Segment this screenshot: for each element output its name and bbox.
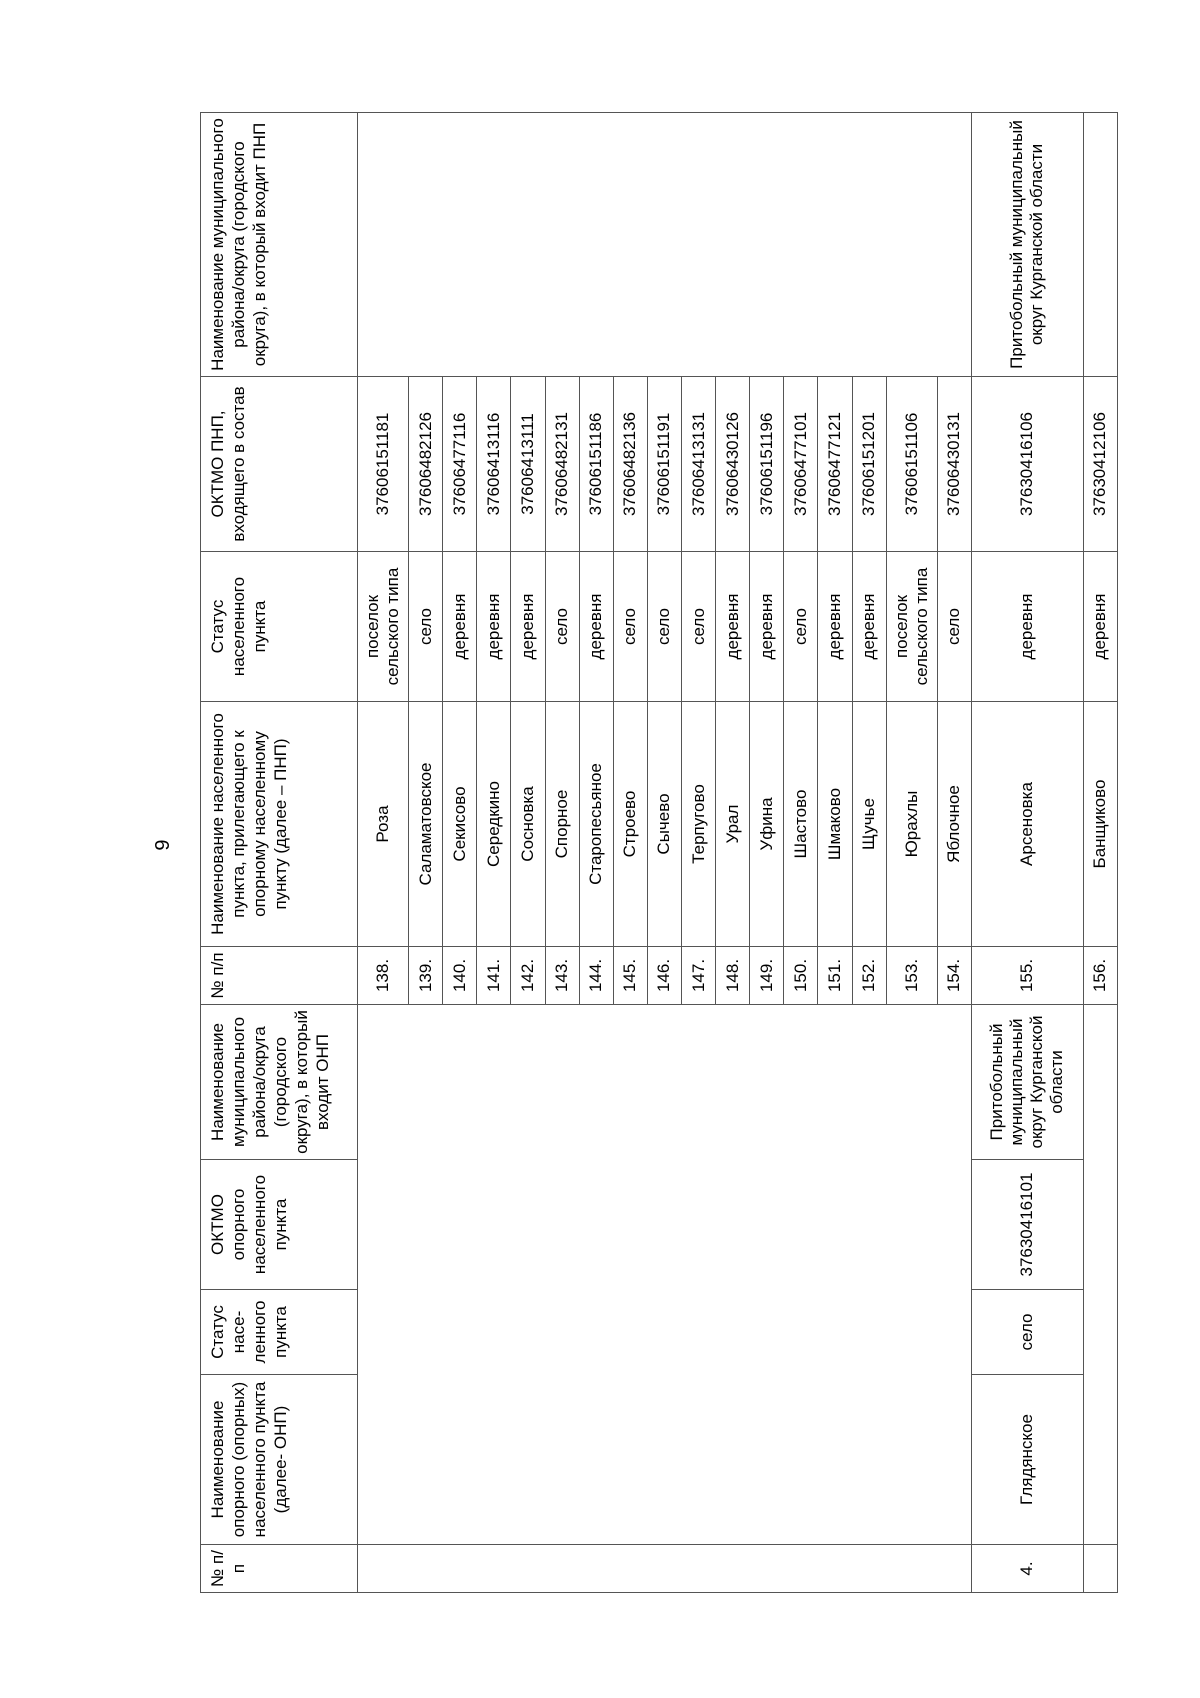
row-oktmo: 37630412106 [1083, 377, 1117, 552]
row-status: село [937, 552, 971, 702]
row-oktmo: 37606482126 [409, 377, 443, 552]
page-number: 9 [152, 839, 174, 851]
header-row [201, 113, 358, 1593]
table-row-group4 [971, 113, 1083, 1593]
row-status: село [613, 552, 647, 702]
row-num: 153. [886, 947, 937, 1005]
header-pnp-status: Статус населенного пункта [201, 552, 358, 702]
row-name: Сосновка [511, 702, 545, 947]
row-name: Юрахлы [886, 702, 937, 947]
row-num: 147. [682, 947, 716, 1005]
cell-empty [358, 1005, 972, 1545]
header-pnp-num: № п/п [201, 947, 358, 1005]
row-oktmo: 37606413111 [511, 377, 545, 552]
row-num: 143. [545, 947, 579, 1005]
row-name: Шастово [784, 702, 818, 947]
row-num: 145. [613, 947, 647, 1005]
row-name: Саламатовское [409, 702, 443, 947]
group-num: 4. [971, 1545, 1083, 1593]
row-oktmo: 37606413116 [477, 377, 511, 552]
cell-empty [358, 113, 972, 377]
row-num: 151. [818, 947, 852, 1005]
table-row [358, 113, 409, 1593]
row-oktmo: 37606430126 [716, 377, 750, 552]
row-name: Шмаково [818, 702, 852, 947]
row-name: Щучье [852, 702, 886, 947]
row-oktmo: 37606151106 [886, 377, 937, 552]
row-name: Старопесьяное [579, 702, 613, 947]
row-num: 156. [1083, 947, 1117, 1005]
row-oktmo: 37606482136 [613, 377, 647, 552]
row-name: Середкино [477, 702, 511, 947]
row-status: деревня [971, 552, 1083, 702]
row-status: деревня [511, 552, 545, 702]
row-name: Яблочное [937, 702, 971, 947]
header-onp-oktmo: ОКТМО опорного населенного пункта [201, 1160, 358, 1290]
row-num: 144. [579, 947, 613, 1005]
row-oktmo: 37630416106 [971, 377, 1083, 552]
row-district: Притобольный муниципальный округ Курганской области [971, 113, 1083, 377]
header-pnp-name: Наименование населенного пункта, прилегающего к опорному населенному пункту (далее – ПНП) [201, 702, 358, 947]
row-status: деревня [443, 552, 477, 702]
row-num: 155. [971, 947, 1083, 1005]
row-name: Сычево [647, 702, 681, 947]
row-status: село [682, 552, 716, 702]
row-status: деревня [716, 552, 750, 702]
header-onp-district: Наименование муниципального района/округа (городского округа), в который входит ОНП [201, 1005, 358, 1160]
row-name: Строево [613, 702, 647, 947]
cell-empty [358, 1545, 972, 1593]
row-num: 139. [409, 947, 443, 1005]
settlements-table [200, 112, 1118, 1593]
table-rotation-wrapper [200, 113, 1118, 1593]
header-pnp-oktmo: ОКТМО ПНП, входящего в состав [201, 377, 358, 552]
group-status: село [971, 1290, 1083, 1375]
row-status: деревня [750, 552, 784, 702]
row-status: село [647, 552, 681, 702]
cell-empty [1083, 1545, 1117, 1593]
header-onp-status: Статус насе- ленного пункта [201, 1290, 358, 1375]
row-oktmo: 37606151191 [647, 377, 681, 552]
row-num: 142. [511, 947, 545, 1005]
row-oktmo: 37606477121 [818, 377, 852, 552]
cell-empty [1083, 1005, 1117, 1545]
row-status: село [409, 552, 443, 702]
row-status: деревня [579, 552, 613, 702]
row-oktmo: 37606430131 [937, 377, 971, 552]
table-row [1083, 113, 1117, 1593]
row-oktmo: 37606477116 [443, 377, 477, 552]
row-num: 149. [750, 947, 784, 1005]
row-oktmo: 37606477101 [784, 377, 818, 552]
row-name: Терпугово [682, 702, 716, 947]
group-district: Притобольный муниципальный округ Курганской области [971, 1005, 1083, 1160]
row-num: 150. [784, 947, 818, 1005]
row-num: 146. [647, 947, 681, 1005]
row-status: деревня [852, 552, 886, 702]
row-status: село [545, 552, 579, 702]
row-num: 140. [443, 947, 477, 1005]
group-oktmo: 37630416101 [971, 1160, 1083, 1290]
header-onp-name: Наименование опорного (опорных) населенного пункта (далее- ОНП) [201, 1375, 358, 1545]
row-oktmo: 37606151181 [358, 377, 409, 552]
row-status: поселок сельского типа [886, 552, 937, 702]
row-num: 138. [358, 947, 409, 1005]
row-num: 154. [937, 947, 971, 1005]
header-num: № п/п [201, 1545, 358, 1593]
row-name: Секисово [443, 702, 477, 947]
row-oktmo: 37606151196 [750, 377, 784, 552]
row-num: 152. [852, 947, 886, 1005]
row-oktmo: 37606482131 [545, 377, 579, 552]
row-name: Спорное [545, 702, 579, 947]
row-status: деревня [1083, 552, 1117, 702]
row-name: Уфина [750, 702, 784, 947]
row-num: 148. [716, 947, 750, 1005]
row-name: Арсеновка [971, 702, 1083, 947]
row-oktmo: 37606151201 [852, 377, 886, 552]
row-oktmo: 37606151186 [579, 377, 613, 552]
header-pnp-district: Наименование муниципального района/округа (городского округа), в который входит ПНП [201, 113, 358, 377]
row-name: Банщиково [1083, 702, 1117, 947]
cell-empty [1083, 113, 1117, 377]
row-name: Роза [358, 702, 409, 947]
row-status: деревня [818, 552, 852, 702]
row-status: поселок сельского типа [358, 552, 409, 702]
group-name: Глядянское [971, 1375, 1083, 1545]
row-status: деревня [477, 552, 511, 702]
row-status: село [784, 552, 818, 702]
row-num: 141. [477, 947, 511, 1005]
row-oktmo: 37606413131 [682, 377, 716, 552]
row-name: Урал [716, 702, 750, 947]
